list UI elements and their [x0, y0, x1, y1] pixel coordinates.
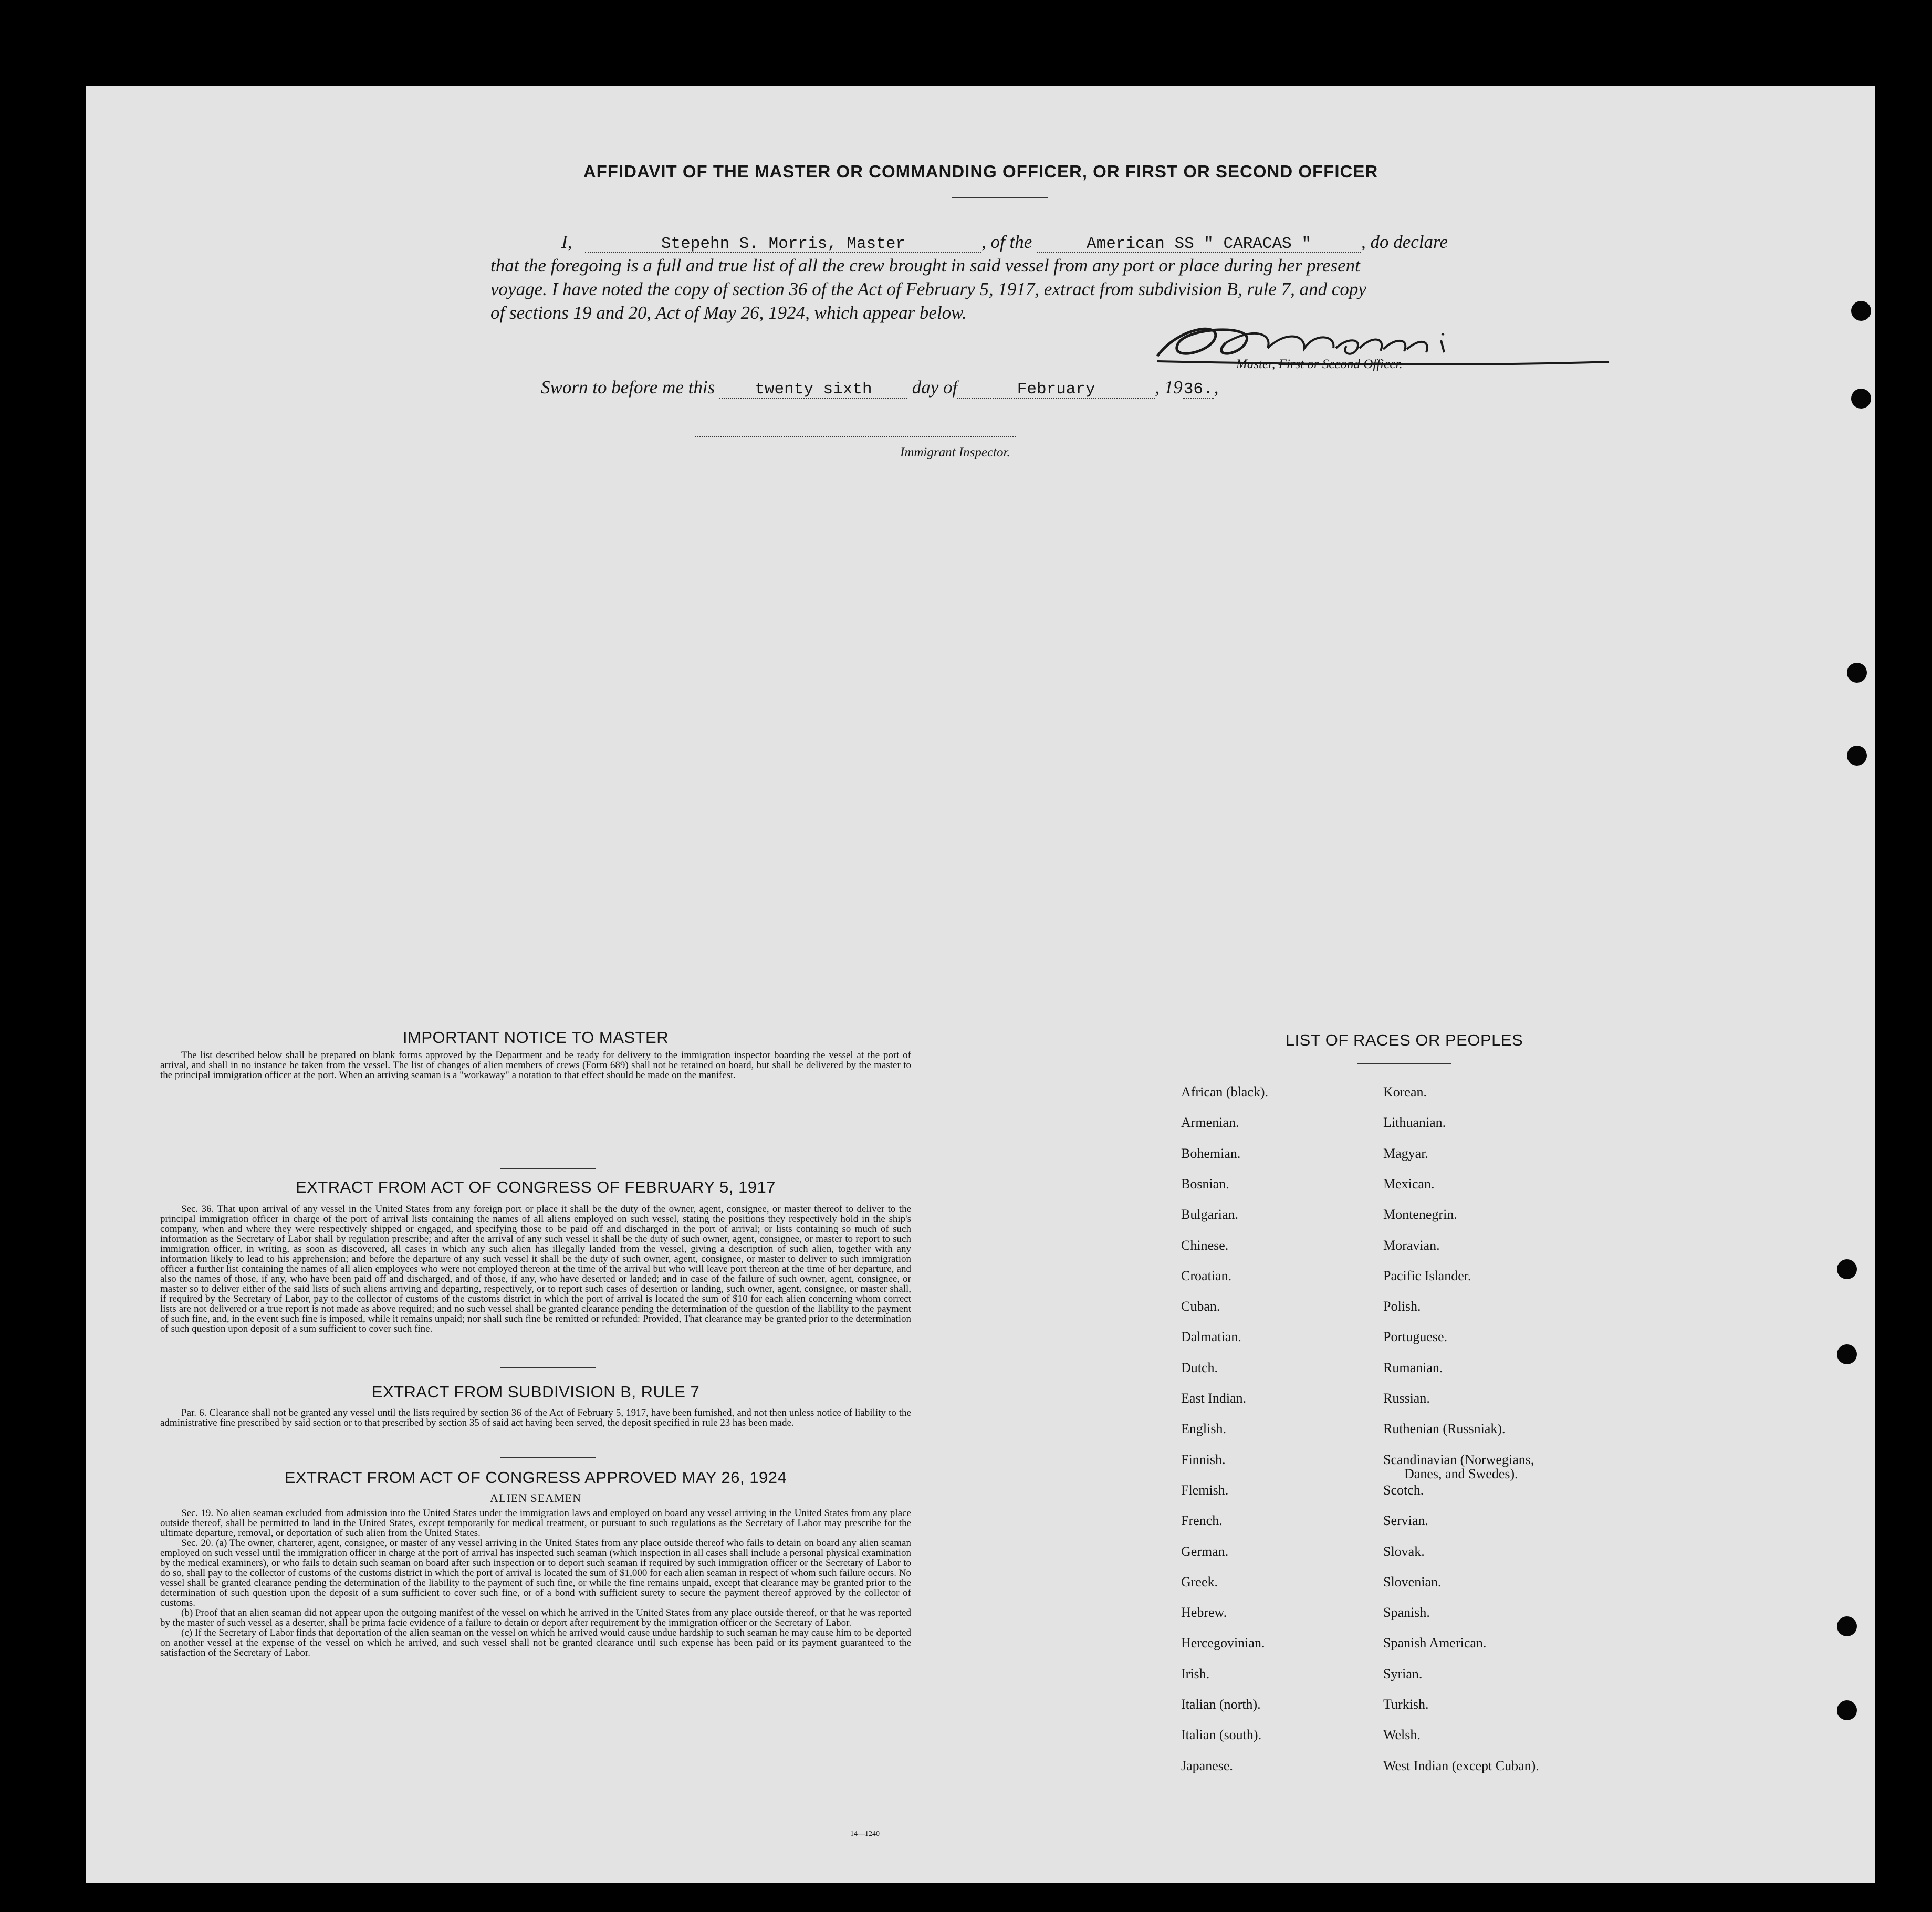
- punch-hole: [1837, 1700, 1857, 1720]
- sworn-day-field: twenty sixth: [719, 382, 907, 399]
- race-item: Portuguese.: [1383, 1329, 1448, 1345]
- inspector-label: Immigrant Inspector.: [900, 445, 1010, 459]
- punch-hole: [1847, 746, 1867, 766]
- year-end: ,: [1214, 377, 1219, 398]
- sworn-line: [541, 377, 1218, 399]
- race-item: Lithuanian.: [1383, 1115, 1446, 1131]
- race-item: Dalmatian.: [1181, 1329, 1241, 1345]
- extract-1924-section: [160, 1468, 911, 1658]
- race-item: Slovenian.: [1383, 1574, 1442, 1590]
- extract-rule7-section: [160, 1383, 911, 1428]
- race-item: Scandinavian (Norwegians,: [1383, 1451, 1534, 1467]
- race-item: East Indian.: [1181, 1391, 1247, 1406]
- race-item: Syrian.: [1383, 1666, 1423, 1681]
- punch-hole: [1837, 1344, 1857, 1364]
- extract-1917-text: Sec. 36. That upon arrival of any vessel in the United States from any foreign port or place it shall be the duty of the owner, agent, consignee, or master thereof to deliver to the principal immigration officer in charge of the port of arrival lists containing the names of all aliens employed on such vessel, stating the positions they respectively hold in the ship's company, when and where they were respectively shipped or engaged, and specifying those to be paid off and discharged in the port of arrival; or lists containing so much of such information as the Secretary of Labor shall by regulation prescribe; and after the arrival of any such vessel it shall be the duty of such owner, agent, consignee, or master to report to such immigration officer, in writing, as soon as discovered, all cases in which any such alien has illegally landed from the vessel, giving a description of such alien, together with any information likely to lead to his apprehension; and before the departure of any such vessel it shall be the duty of such owner, agent, consignee, or master to deliver to such immigration officer a further list containing the names of all alien employees who were not employed thereon at the time of the arrival but who will leave port thereon at the time of her departure, and also the names of those, if any, who have been paid off and discharged, and of those, if any, who have deserted or landed; and in case of the failure of such owner, agent, consignee, or master so to deliver either of the said lists of such aliens arriving and departing, respectively, or to report such cases of desertion or landing, such owner, agent, consignee, or master shall, if required by the Secretary of Labor, pay to the collector of customs of the customs district in which the port of arrival is located the sum of $10 for each alien concerning whom correct lists are not delivered or a true report is not made as above required; and no such vessel shall be granted clearance pending the determination of the question of the liability to the payment of such fine, and, in the event such fine is imposed, while it remains unpaid; nor shall such fine be remitted or refunded: Provided, That clearance may be granted prior to the determination of such question upon deposit of a sum sufficient to cover such fine.: [160, 1204, 911, 1334]
- race-item: Irish.: [1181, 1666, 1210, 1681]
- race-item: Bohemian.: [1181, 1145, 1241, 1161]
- extract-1917-section: [160, 1178, 911, 1334]
- notice-section: [160, 1028, 911, 1080]
- signature-caption-officer: First or Second Officer.: [1278, 357, 1403, 371]
- race-item: Moravian.: [1383, 1237, 1440, 1253]
- extract-rule7-title: EXTRACT FROM SUBDIVISION B, RULE 7: [371, 1383, 700, 1401]
- extract-1917-rule: [500, 1367, 596, 1368]
- race-item: German.: [1181, 1543, 1229, 1559]
- race-item: Armenian.: [1181, 1115, 1239, 1131]
- sworn-year-field: 36.: [1183, 382, 1214, 399]
- extract-rule7-text: Par. 6. Clearance shall not be granted any vessel until the lists required by section 36 of the Act of February 5, 1917, have been furnished, and not then unless notice of liability to the administrative fine prescribed by said section or to that prescribed by section 35 of said act having been served, the deposit specified in rule 23 has been made.: [160, 1407, 911, 1428]
- race-item: Spanish American.: [1383, 1635, 1487, 1651]
- race-item: Hercegovinian.: [1181, 1635, 1265, 1651]
- signature-caption-master: Master,: [1236, 357, 1279, 371]
- race-item: Korean.: [1383, 1084, 1427, 1100]
- race-item: Welsh.: [1383, 1727, 1421, 1743]
- punch-hole: [1847, 663, 1867, 683]
- race-item: Servian.: [1383, 1513, 1428, 1529]
- notice-title: IMPORTANT NOTICE TO MASTER: [402, 1028, 669, 1047]
- race-item: Mexican.: [1383, 1176, 1435, 1192]
- race-item: Croatian.: [1181, 1268, 1232, 1283]
- notice-rule: [500, 1168, 596, 1169]
- affidavit-body: [490, 230, 1604, 325]
- of-the-label: , of the: [981, 232, 1032, 252]
- master-name-field: Stepehn S. Morris, Master: [585, 236, 981, 253]
- races-rule: [1357, 1063, 1451, 1064]
- sworn-label: Sworn to before me this: [541, 377, 715, 398]
- race-item: Pacific Islander.: [1383, 1268, 1471, 1283]
- punch-hole: [1837, 1616, 1857, 1636]
- i-label: I,: [561, 232, 572, 252]
- race-item: French.: [1181, 1513, 1223, 1529]
- vessel-field: American SS " CARACAS ": [1037, 236, 1361, 253]
- affidavit-title: AFFIDAVIT OF THE MASTER OR COMMANDING OFFICER, OR FIRST OR SECOND OFFICER: [583, 162, 1378, 181]
- punch-hole: [1851, 389, 1871, 409]
- affidavit-line-4: of sections 19 and 20, Act of May 26, 1924, which appear below.: [490, 302, 967, 323]
- extract-1924-sec20b: (b) Proof that an alien seaman did not appear upon the outgoing manifest of the vessel on which he arrived in the United States from any place outside thereof, or that he was reported by the master of such vessel as a deserter, shall be prima facie evidence of a failure to detain or deport after requirement by the immigration officer or the Secretary of Labor.: [160, 1607, 911, 1628]
- race-item: African (black).: [1181, 1084, 1269, 1100]
- race-item: Hebrew.: [1181, 1605, 1227, 1621]
- race-item: West Indian (except Cuban).: [1383, 1758, 1539, 1773]
- race-item: Flemish.: [1181, 1482, 1229, 1498]
- race-item: Montenegrin.: [1383, 1207, 1457, 1223]
- race-item: Bulgarian.: [1181, 1207, 1239, 1223]
- race-item: Slovak.: [1383, 1543, 1425, 1559]
- race-item: Chinese.: [1181, 1237, 1229, 1253]
- extract-1924-sec19: Sec. 19. No alien seaman excluded from admission into the United States under the immigration laws and employed on board any vessel arriving in the United States from any place outside thereof, shall be permitted to land in the United States, except temporarily for medical treatment, or pursuant to such regulations as the Secretary of Labor may prescribe for the ultimate departure, removal, or deportation of such alien from the United States.: [160, 1508, 911, 1539]
- race-item: Dutch.: [1181, 1360, 1218, 1375]
- form-number: 14—1240: [850, 1830, 880, 1838]
- race-item: Greek.: [1181, 1574, 1218, 1590]
- extract-1924-sec20c: (c) If the Secretary of Labor finds that deportation of the alien seaman on the vessel on which he arrived would cause undue hardship to such seaman he may cause him to be deported on another vessel at the expense of the vessel on which he arrived, and such vessel shall not be granted clearance until such expense has been paid or its payment guaranteed to the satisfaction of the Secretary of Labor.: [160, 1627, 911, 1658]
- title-rule: [952, 197, 1048, 198]
- inspector-signature-line: [695, 436, 1016, 437]
- race-item: Russian.: [1383, 1391, 1430, 1406]
- extract-rule7-rule: [500, 1457, 596, 1458]
- race-item: Cuban.: [1181, 1299, 1220, 1314]
- notice-text: The list described below shall be prepared on blank forms approved by the Department and be ready for delivery to the immigration inspector boarding the vessel at the port of arrival, and shall in no instance be taken from the vessel. The list of changes of alien members of crews (Form 689) shall not be retained on board, but shall be delivered by the master to the principal immigration officer at the port. When an arriving seaman is a "workaway" a notation to that effect should be made on the manifest.: [160, 1050, 911, 1081]
- race-item: English.: [1181, 1421, 1226, 1437]
- race-item: Turkish.: [1383, 1697, 1429, 1712]
- race-item: Finnish.: [1181, 1451, 1226, 1467]
- extract-1917-title: EXTRACT FROM ACT OF CONGRESS OF FEBRUARY 5, 1917: [295, 1178, 776, 1196]
- race-item: Magyar.: [1383, 1145, 1428, 1161]
- race-item: Italian (north).: [1181, 1697, 1261, 1712]
- races-title: LIST OF RACES OR PEOPLES: [1285, 1031, 1523, 1049]
- sworn-month-field: February: [957, 382, 1155, 399]
- year-prefix: , 19: [1155, 377, 1183, 398]
- do-declare-label: , do declare: [1361, 232, 1448, 252]
- extract-1924-subtitle: ALIEN SEAMEN: [490, 1491, 581, 1504]
- punch-hole: [1851, 301, 1871, 321]
- race-item: Japanese.: [1181, 1758, 1233, 1773]
- race-item: Italian (south).: [1181, 1727, 1262, 1743]
- affidavit-line-3: voyage. I have noted the copy of section 36 of the Act of February 5, 1917, extract from subdivision B, rule 7, and copy: [490, 279, 1366, 299]
- race-item: Spanish.: [1383, 1605, 1430, 1621]
- race-item: Polish.: [1383, 1299, 1421, 1314]
- race-item: Rumanian.: [1383, 1360, 1443, 1375]
- affidavit-line-2: that the foregoing is a full and true list of all the crew brought in said vessel from any port or place during her present: [490, 255, 1360, 276]
- extract-1924-sec20a: Sec. 20. (a) The owner, charterer, agent, consignee, or master of any vessel arriving in the United States from any place outside thereof who fails to detain on board any alien seaman employed on such vessel until the immigration officer in charge at the port of arrival has inspected such seaman (which inspection in all cases shall include a personal physical examination by the medical examiners), or who fails to detain such seaman on board after such inspection or to deport such seaman if required by such immigration officer or the Secretary of Labor to do so, shall pay to the collector of customs of the customs district in which the port of arrival is located the sum of $1,000 for each alien seaman in respect of whom such failure occurs. No vessel shall be granted clearance pending the determination of the liability to the payment of such fine, or while the fine remains unpaid, except that clearance may be granted prior to the determination of such question upon the deposit of a sum sufficient to cover such fine, or of a bond with sufficient surety to secure the payment thereof approved by the collector of customs.: [160, 1538, 911, 1608]
- race-item: Ruthenian (Russniak).: [1383, 1421, 1506, 1437]
- punch-hole: [1837, 1259, 1857, 1279]
- race-item: Bosnian.: [1181, 1176, 1229, 1192]
- day-of-label: day of: [912, 377, 958, 398]
- race-item: Danes, and Swedes).: [1404, 1466, 1518, 1481]
- document-sheet: [86, 86, 1875, 1883]
- extract-1924-title: EXTRACT FROM ACT OF CONGRESS APPROVED MAY 26, 1924: [284, 1468, 787, 1487]
- signature-caption: [1236, 357, 1403, 372]
- race-item: Scotch.: [1383, 1482, 1424, 1498]
